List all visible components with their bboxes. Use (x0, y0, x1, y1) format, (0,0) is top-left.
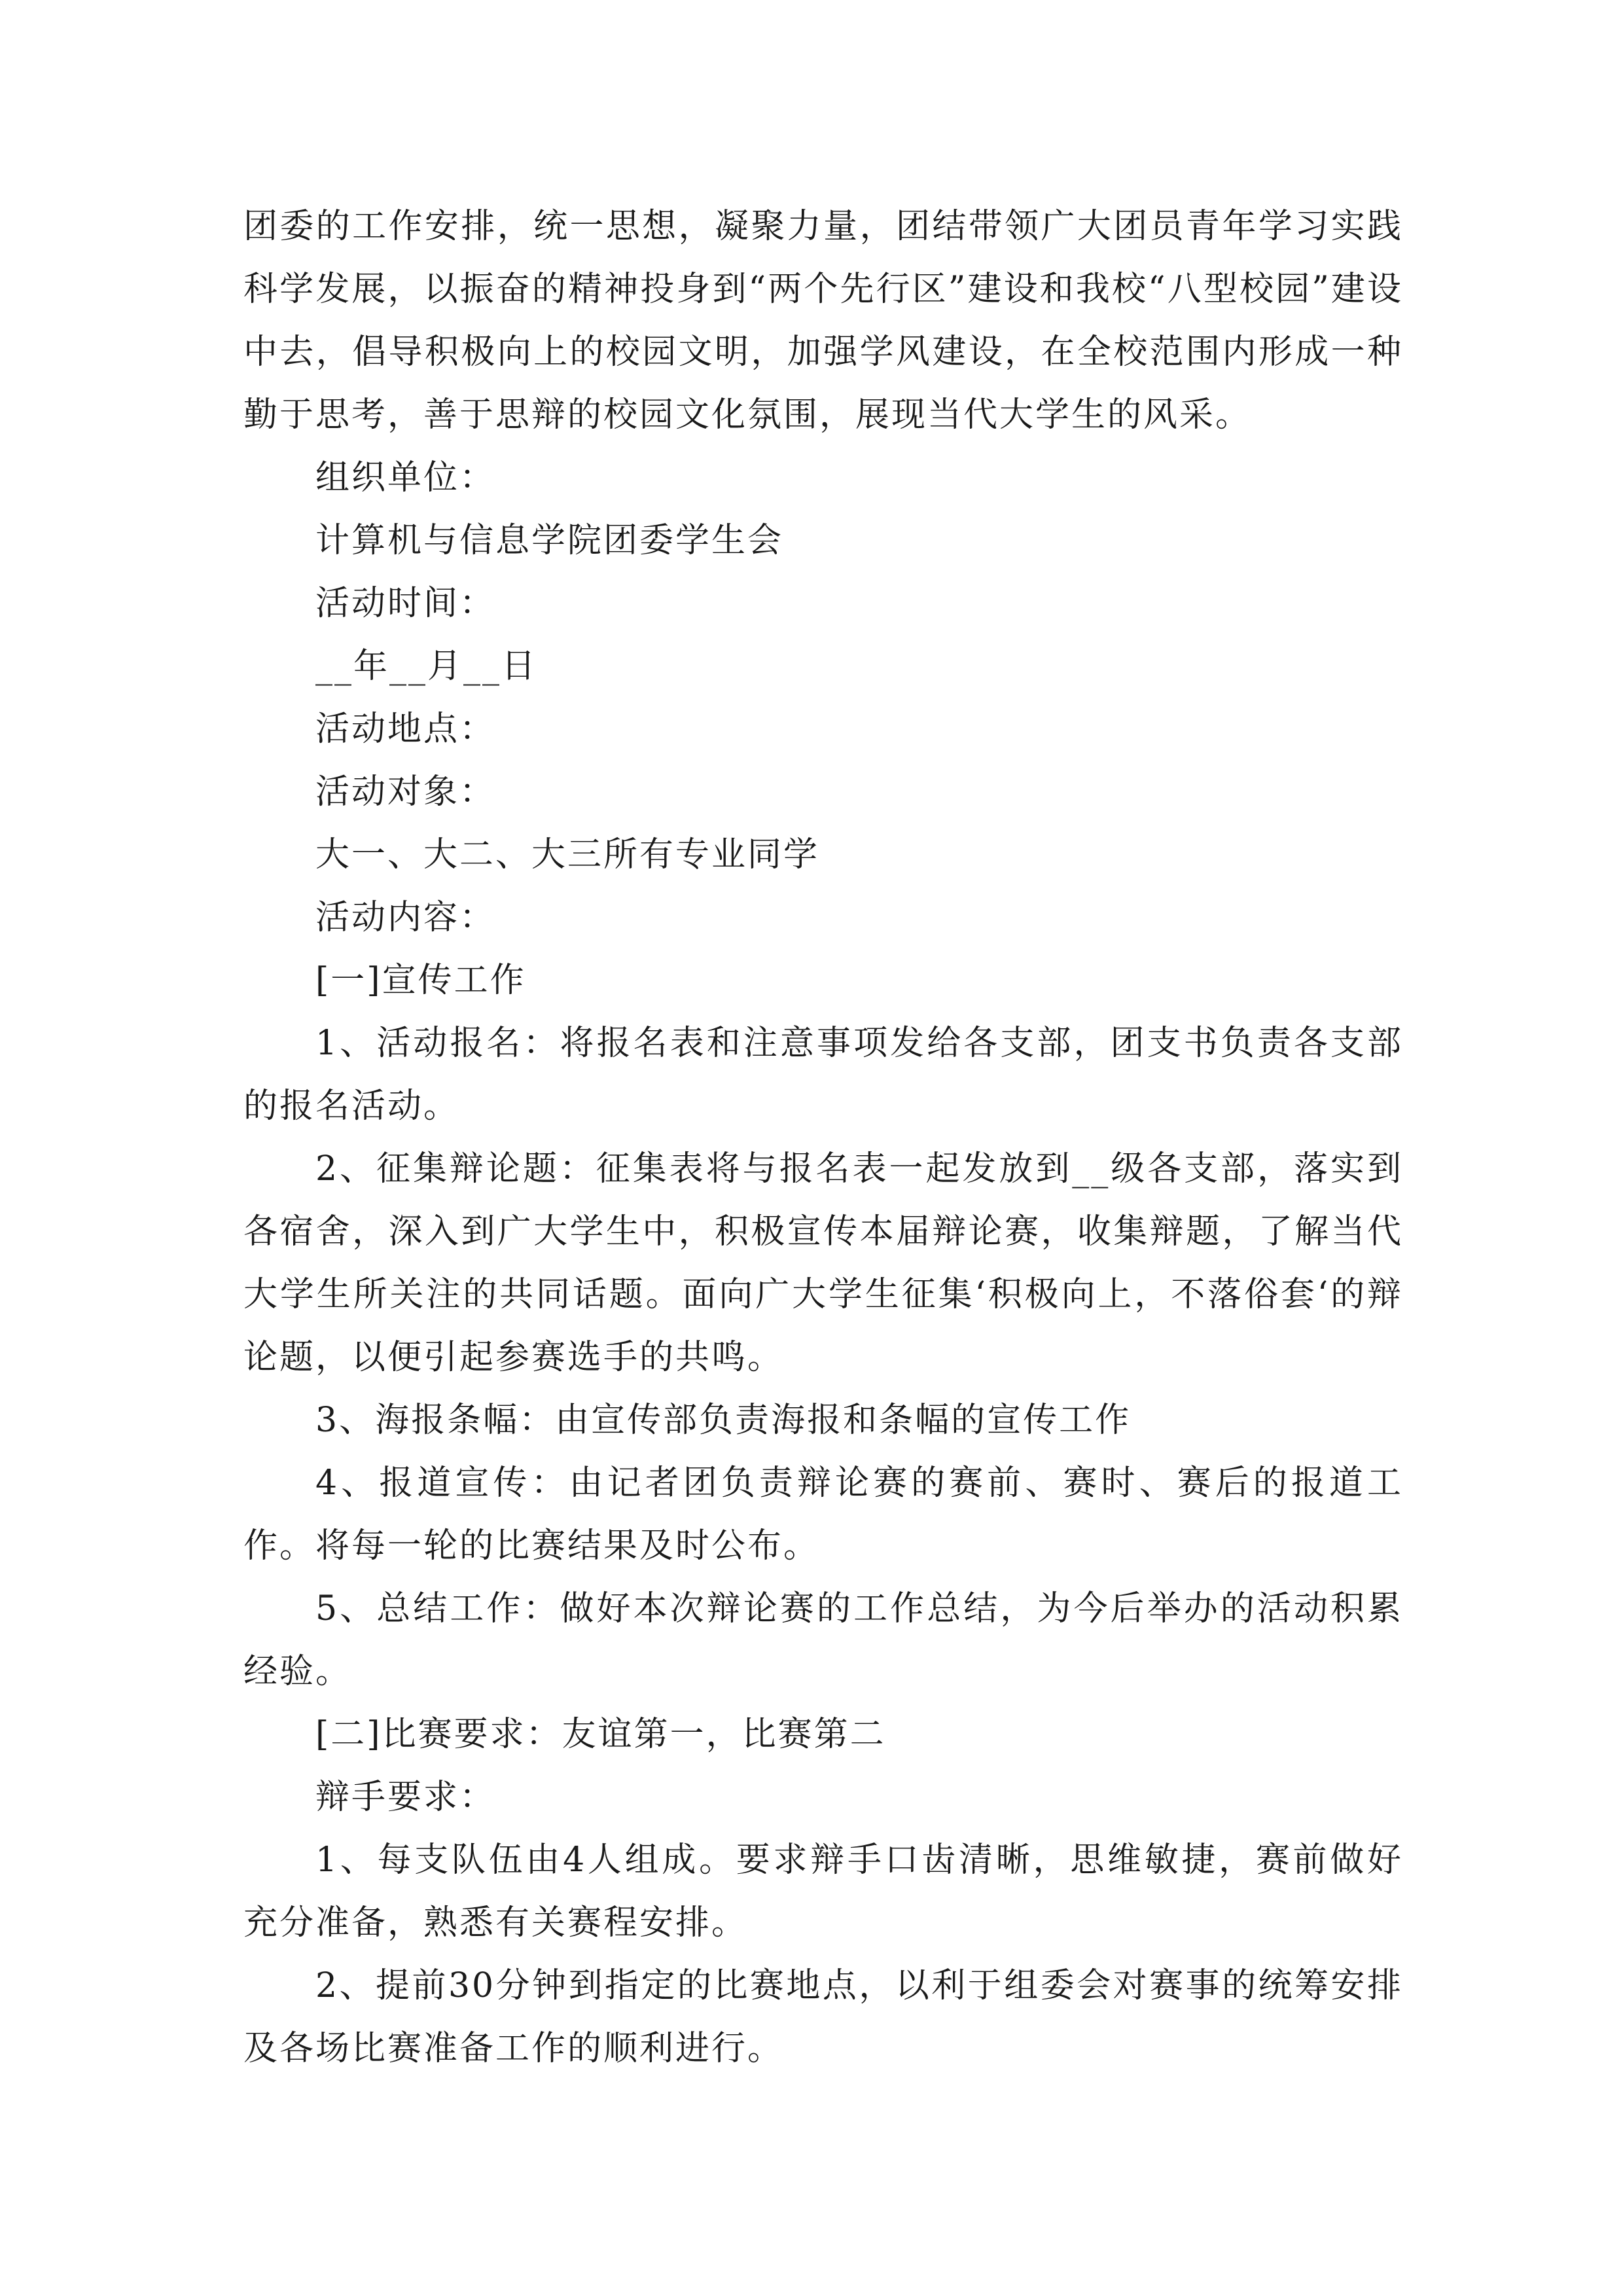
section-heading-publicity: [一]宣传工作 (315, 961, 526, 1000)
list-item: 2、征集辩论题：征集表将与报名表一起发放到__级各支部，落实到各宿舍，深入到广大学生中，积极宣传本届辩论赛，收集辩题，了解当代大学生所关注的共同话题。面向广大学生征集‘积极向上，不落俗套‘的辩论题，以便引起参赛选手的共鸣。 (243, 1149, 1403, 1377)
list-item: 1、每支队伍由4人组成。要求辩手口齿清晰，思维敏捷，赛前做好充分准备，熟悉有关赛程安排。 (243, 1840, 1403, 1943)
content-label: 活动内容： (315, 898, 496, 937)
section-heading-requirements: [二]比赛要求：友谊第一，比赛第二 (315, 1715, 886, 1754)
list-item: 4、报道宣传：由记者团负责辩论赛的赛前、赛时、赛后的报道工作。将每一轮的比赛结果及时公布。 (243, 1463, 1403, 1566)
list-item: 1、活动报名：将报名表和注意事项发给各支部，团支书负责各支部的报名活动。 (243, 1024, 1403, 1126)
organizer-label: 组织单位： (315, 458, 496, 497)
list-item: 5、总结工作：做好本次辩论赛的工作总结，为今后举办的活动积累经验。 (243, 1589, 1403, 1691)
document-body (243, 195, 1403, 2080)
time-label: 活动时间： (315, 584, 496, 623)
list-item: 3、海报条幅：由宣传部负责海报和条幅的宣传工作 (315, 1401, 1132, 1440)
intro-paragraph: 团委的工作安排，统一思想，凝聚力量，团结带领广大团员青年学习实践科学发展，以振奋的精神投身到“两个先行区”建设和我校“八型校园”建设中去，倡导积极向上的校园文明，加强学风建设，在全校范围内形成一种勤于思考，善于思辩的校园文化氛围，展现当代大学生的风采。 (243, 207, 1403, 435)
location-label: 活动地点： (315, 709, 496, 749)
debater-requirements-label: 辩手要求： (315, 1778, 496, 1817)
audience-label: 活动对象： (315, 772, 496, 812)
organizer-value: 计算机与信息学院团委学生会 (315, 521, 784, 560)
list-item: 2、提前30分钟到指定的比赛地点，以利于组委会对赛事的统筹安排及各场比赛准备工作的顺利进行。 (243, 1966, 1403, 2068)
time-value: __年__月__日 (315, 647, 538, 686)
audience-value: 大一、大二、大三所有专业同学 (315, 835, 820, 874)
